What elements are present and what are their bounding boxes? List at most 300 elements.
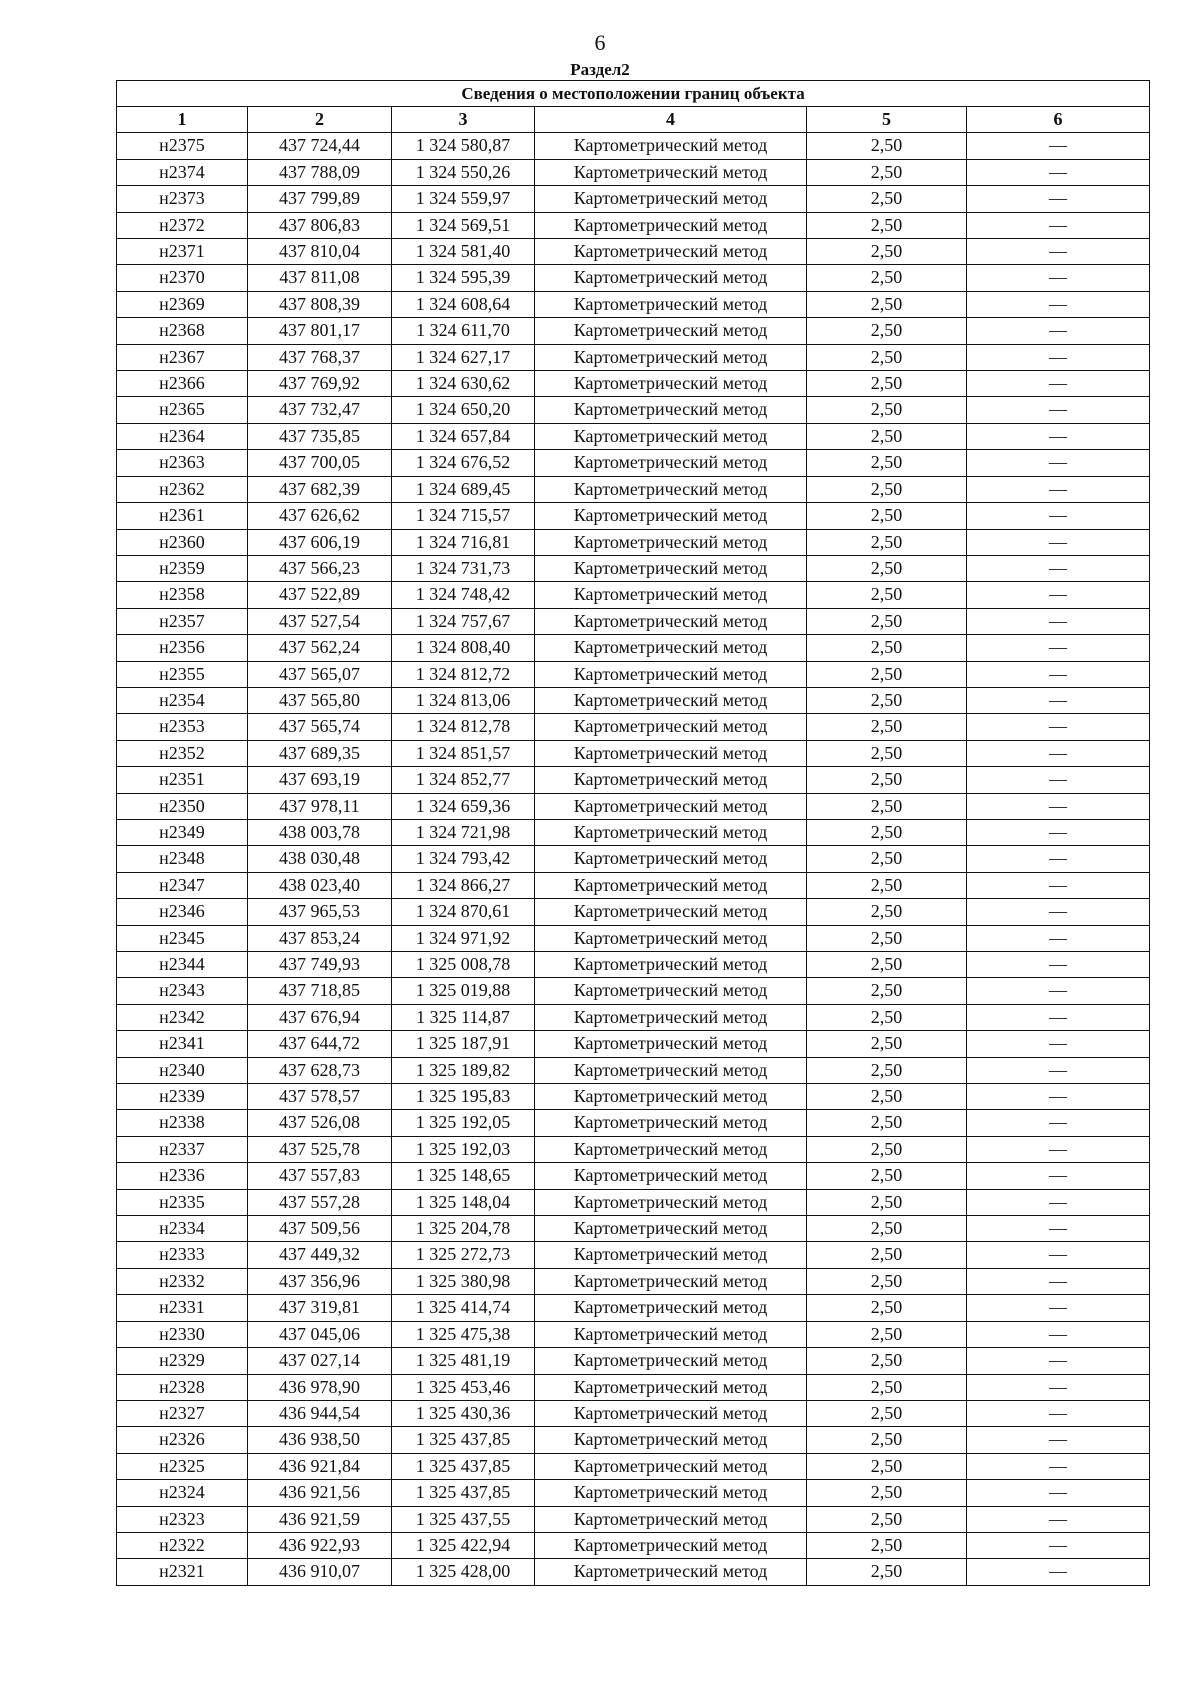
y-coordinate-cell: 1 324 659,36 — [392, 793, 535, 819]
method-cell: Картометрический метод — [535, 186, 807, 212]
table-row — [117, 239, 1150, 265]
point-id-cell: н2365 — [117, 397, 248, 423]
description-cell: — — [967, 1057, 1150, 1083]
x-coordinate-cell: 437 319,81 — [248, 1295, 392, 1321]
description-cell: — — [967, 872, 1150, 898]
method-cell: Картометрический метод — [535, 1348, 807, 1374]
x-coordinate-cell: 437 718,85 — [248, 978, 392, 1004]
point-id-cell: н2343 — [117, 978, 248, 1004]
method-cell: Картометрический метод — [535, 1295, 807, 1321]
accuracy-cell: 2,50 — [807, 291, 967, 317]
y-coordinate-cell: 1 325 428,00 — [392, 1559, 535, 1585]
column-header: 4 — [535, 107, 807, 133]
accuracy-cell: 2,50 — [807, 186, 967, 212]
method-cell: Картометрический метод — [535, 925, 807, 951]
description-cell: — — [967, 1189, 1150, 1215]
table-row — [117, 423, 1150, 449]
x-coordinate-cell: 437 045,06 — [248, 1321, 392, 1347]
y-coordinate-cell: 1 325 187,91 — [392, 1031, 535, 1057]
accuracy-cell: 2,50 — [807, 1321, 967, 1347]
x-coordinate-cell: 437 525,78 — [248, 1136, 392, 1162]
accuracy-cell: 2,50 — [807, 635, 967, 661]
point-id-cell: н2362 — [117, 476, 248, 502]
x-coordinate-cell: 436 921,56 — [248, 1480, 392, 1506]
y-coordinate-cell: 1 324 757,67 — [392, 608, 535, 634]
table-row — [117, 1295, 1150, 1321]
y-coordinate-cell: 1 324 731,73 — [392, 555, 535, 581]
point-id-cell: н2375 — [117, 133, 248, 159]
description-cell: — — [967, 159, 1150, 185]
description-cell: — — [967, 212, 1150, 238]
accuracy-cell: 2,50 — [807, 1110, 967, 1136]
x-coordinate-cell: 437 644,72 — [248, 1031, 392, 1057]
method-cell: Картометрический метод — [535, 1559, 807, 1585]
description-cell: — — [967, 608, 1150, 634]
x-coordinate-cell: 437 965,53 — [248, 899, 392, 925]
x-coordinate-cell: 438 023,40 — [248, 872, 392, 898]
x-coordinate-cell: 437 676,94 — [248, 1004, 392, 1030]
point-id-cell: н2327 — [117, 1400, 248, 1426]
x-coordinate-cell: 437 527,54 — [248, 608, 392, 634]
x-coordinate-cell: 437 806,83 — [248, 212, 392, 238]
point-id-cell: н2355 — [117, 661, 248, 687]
method-cell: Картометрический метод — [535, 1004, 807, 1030]
point-id-cell: н2323 — [117, 1506, 248, 1532]
y-coordinate-cell: 1 324 852,77 — [392, 767, 535, 793]
accuracy-cell: 2,50 — [807, 1453, 967, 1479]
table-row — [117, 397, 1150, 423]
y-coordinate-cell: 1 325 437,85 — [392, 1480, 535, 1506]
description-cell: — — [967, 819, 1150, 845]
y-coordinate-cell: 1 324 715,57 — [392, 503, 535, 529]
description-cell: — — [967, 582, 1150, 608]
description-cell: — — [967, 714, 1150, 740]
method-cell: Картометрический метод — [535, 1216, 807, 1242]
point-id-cell: н2347 — [117, 872, 248, 898]
method-cell: Картометрический метод — [535, 714, 807, 740]
y-coordinate-cell: 1 325 148,65 — [392, 1163, 535, 1189]
column-header: 1 — [117, 107, 248, 133]
y-coordinate-cell: 1 324 650,20 — [392, 397, 535, 423]
method-cell: Картометрический метод — [535, 239, 807, 265]
accuracy-cell: 2,50 — [807, 1480, 967, 1506]
table-row — [117, 740, 1150, 766]
accuracy-cell: 2,50 — [807, 714, 967, 740]
table-row — [117, 503, 1150, 529]
y-coordinate-cell: 1 324 657,84 — [392, 423, 535, 449]
accuracy-cell: 2,50 — [807, 344, 967, 370]
table-row — [117, 555, 1150, 581]
table-row — [117, 1136, 1150, 1162]
method-cell: Картометрический метод — [535, 1031, 807, 1057]
method-cell: Картометрический метод — [535, 265, 807, 291]
y-coordinate-cell: 1 324 676,52 — [392, 450, 535, 476]
description-cell: — — [967, 1400, 1150, 1426]
y-coordinate-cell: 1 325 204,78 — [392, 1216, 535, 1242]
description-cell: — — [967, 1136, 1150, 1162]
description-cell: — — [967, 793, 1150, 819]
accuracy-cell: 2,50 — [807, 952, 967, 978]
x-coordinate-cell: 437 522,89 — [248, 582, 392, 608]
y-coordinate-cell: 1 324 611,70 — [392, 318, 535, 344]
method-cell: Картометрический метод — [535, 397, 807, 423]
point-id-cell: н2329 — [117, 1348, 248, 1374]
x-coordinate-cell: 437 978,11 — [248, 793, 392, 819]
accuracy-cell: 2,50 — [807, 1242, 967, 1268]
y-coordinate-cell: 1 325 272,73 — [392, 1242, 535, 1268]
description-cell: — — [967, 661, 1150, 687]
accuracy-cell: 2,50 — [807, 1295, 967, 1321]
method-cell: Картометрический метод — [535, 1189, 807, 1215]
x-coordinate-cell: 437 557,28 — [248, 1189, 392, 1215]
point-id-cell: н2325 — [117, 1453, 248, 1479]
method-cell: Картометрический метод — [535, 1110, 807, 1136]
accuracy-cell: 2,50 — [807, 846, 967, 872]
y-coordinate-cell: 1 324 581,40 — [392, 239, 535, 265]
x-coordinate-cell: 437 682,39 — [248, 476, 392, 502]
x-coordinate-cell: 437 693,19 — [248, 767, 392, 793]
description-cell: — — [967, 476, 1150, 502]
accuracy-cell: 2,50 — [807, 1136, 967, 1162]
accuracy-cell: 2,50 — [807, 159, 967, 185]
table-row — [117, 635, 1150, 661]
x-coordinate-cell: 436 921,84 — [248, 1453, 392, 1479]
description-cell: — — [967, 635, 1150, 661]
accuracy-cell: 2,50 — [807, 978, 967, 1004]
point-id-cell: н2346 — [117, 899, 248, 925]
y-coordinate-cell: 1 325 195,83 — [392, 1084, 535, 1110]
point-id-cell: н2321 — [117, 1559, 248, 1585]
method-cell: Картометрический метод — [535, 344, 807, 370]
table-row — [117, 1480, 1150, 1506]
point-id-cell: н2354 — [117, 687, 248, 713]
table-row — [117, 687, 1150, 713]
description-cell: — — [967, 1216, 1150, 1242]
method-cell: Картометрический метод — [535, 291, 807, 317]
description-cell: — — [967, 397, 1150, 423]
table-row — [117, 318, 1150, 344]
method-cell: Картометрический метод — [535, 661, 807, 687]
method-cell: Картометрический метод — [535, 846, 807, 872]
method-cell: Картометрический метод — [535, 555, 807, 581]
description-cell: — — [967, 1480, 1150, 1506]
method-cell: Картометрический метод — [535, 1532, 807, 1558]
x-coordinate-cell: 437 027,14 — [248, 1348, 392, 1374]
point-id-cell: н2322 — [117, 1532, 248, 1558]
point-id-cell: н2352 — [117, 740, 248, 766]
point-id-cell: н2333 — [117, 1242, 248, 1268]
y-coordinate-cell: 1 325 008,78 — [392, 952, 535, 978]
x-coordinate-cell: 437 449,32 — [248, 1242, 392, 1268]
description-cell: — — [967, 371, 1150, 397]
accuracy-cell: 2,50 — [807, 925, 967, 951]
method-cell: Картометрический метод — [535, 1136, 807, 1162]
table-row — [117, 1216, 1150, 1242]
point-id-cell: н2374 — [117, 159, 248, 185]
accuracy-cell: 2,50 — [807, 1559, 967, 1585]
accuracy-cell: 2,50 — [807, 1004, 967, 1030]
x-coordinate-cell: 437 768,37 — [248, 344, 392, 370]
table-row — [117, 925, 1150, 951]
method-cell: Картометрический метод — [535, 978, 807, 1004]
description-cell: — — [967, 529, 1150, 555]
x-coordinate-cell: 438 030,48 — [248, 846, 392, 872]
y-coordinate-cell: 1 324 851,57 — [392, 740, 535, 766]
x-coordinate-cell: 437 769,92 — [248, 371, 392, 397]
accuracy-cell: 2,50 — [807, 740, 967, 766]
method-cell: Картометрический метод — [535, 687, 807, 713]
point-id-cell: н2345 — [117, 925, 248, 951]
table-row — [117, 1084, 1150, 1110]
description-cell: — — [967, 978, 1150, 1004]
description-cell: — — [967, 1084, 1150, 1110]
point-id-cell: н2342 — [117, 1004, 248, 1030]
y-coordinate-cell: 1 324 793,42 — [392, 846, 535, 872]
y-coordinate-cell: 1 324 689,45 — [392, 476, 535, 502]
point-id-cell: н2364 — [117, 423, 248, 449]
table-row — [117, 978, 1150, 1004]
accuracy-cell: 2,50 — [807, 899, 967, 925]
accuracy-cell: 2,50 — [807, 1189, 967, 1215]
y-coordinate-cell: 1 324 812,72 — [392, 661, 535, 687]
description-cell: — — [967, 318, 1150, 344]
accuracy-cell: 2,50 — [807, 1057, 967, 1083]
method-cell: Картометрический метод — [535, 1242, 807, 1268]
table-row — [117, 1031, 1150, 1057]
point-id-cell: н2350 — [117, 793, 248, 819]
method-cell: Картометрический метод — [535, 608, 807, 634]
x-coordinate-cell: 437 799,89 — [248, 186, 392, 212]
x-coordinate-cell: 437 735,85 — [248, 423, 392, 449]
method-cell: Картометрический метод — [535, 872, 807, 898]
x-coordinate-cell: 436 938,50 — [248, 1427, 392, 1453]
table-row — [117, 608, 1150, 634]
method-cell: Картометрический метод — [535, 212, 807, 238]
table-row — [117, 476, 1150, 502]
description-cell: — — [967, 952, 1150, 978]
accuracy-cell: 2,50 — [807, 687, 967, 713]
y-coordinate-cell: 1 325 475,38 — [392, 1321, 535, 1347]
method-cell: Картометрический метод — [535, 529, 807, 555]
table-row — [117, 265, 1150, 291]
point-id-cell: н2348 — [117, 846, 248, 872]
accuracy-cell: 2,50 — [807, 767, 967, 793]
description-cell: — — [967, 291, 1150, 317]
table-row — [117, 371, 1150, 397]
accuracy-cell: 2,50 — [807, 318, 967, 344]
description-cell: — — [967, 344, 1150, 370]
table-row — [117, 899, 1150, 925]
method-cell: Картометрический метод — [535, 635, 807, 661]
method-cell: Картометрический метод — [535, 952, 807, 978]
y-coordinate-cell: 1 325 422,94 — [392, 1532, 535, 1558]
method-cell: Картометрический метод — [535, 423, 807, 449]
point-id-cell: н2370 — [117, 265, 248, 291]
point-id-cell: н2371 — [117, 239, 248, 265]
description-cell: — — [967, 450, 1150, 476]
x-coordinate-cell: 437 557,83 — [248, 1163, 392, 1189]
accuracy-cell: 2,50 — [807, 503, 967, 529]
accuracy-cell: 2,50 — [807, 476, 967, 502]
table-row — [117, 1506, 1150, 1532]
description-cell: — — [967, 555, 1150, 581]
accuracy-cell: 2,50 — [807, 582, 967, 608]
table-row — [117, 1453, 1150, 1479]
point-id-cell: н2336 — [117, 1163, 248, 1189]
x-coordinate-cell: 437 788,09 — [248, 159, 392, 185]
method-cell: Картометрический метод — [535, 1374, 807, 1400]
point-id-cell: н2366 — [117, 371, 248, 397]
x-coordinate-cell: 437 626,62 — [248, 503, 392, 529]
point-id-cell: н2339 — [117, 1084, 248, 1110]
method-cell: Картометрический метод — [535, 371, 807, 397]
table-row — [117, 846, 1150, 872]
x-coordinate-cell: 436 922,93 — [248, 1532, 392, 1558]
y-coordinate-cell: 1 324 608,64 — [392, 291, 535, 317]
method-cell: Картометрический метод — [535, 582, 807, 608]
y-coordinate-cell: 1 325 437,85 — [392, 1427, 535, 1453]
column-header: 6 — [967, 107, 1150, 133]
table-row — [117, 872, 1150, 898]
x-coordinate-cell: 436 944,54 — [248, 1400, 392, 1426]
y-coordinate-cell: 1 324 630,62 — [392, 371, 535, 397]
y-coordinate-cell: 1 325 114,87 — [392, 1004, 535, 1030]
point-id-cell: н2328 — [117, 1374, 248, 1400]
table-row — [117, 1348, 1150, 1374]
table-row — [117, 1559, 1150, 1585]
point-id-cell: н2360 — [117, 529, 248, 555]
x-coordinate-cell: 437 356,96 — [248, 1268, 392, 1294]
point-id-cell: н2335 — [117, 1189, 248, 1215]
method-cell: Картометрический метод — [535, 318, 807, 344]
y-coordinate-cell: 1 325 380,98 — [392, 1268, 535, 1294]
description-cell: — — [967, 1110, 1150, 1136]
accuracy-cell: 2,50 — [807, 1031, 967, 1057]
description-cell: — — [967, 740, 1150, 766]
accuracy-cell: 2,50 — [807, 529, 967, 555]
y-coordinate-cell: 1 325 414,74 — [392, 1295, 535, 1321]
y-coordinate-cell: 1 324 627,17 — [392, 344, 535, 370]
description-cell: — — [967, 925, 1150, 951]
x-coordinate-cell: 437 724,44 — [248, 133, 392, 159]
x-coordinate-cell: 437 808,39 — [248, 291, 392, 317]
x-coordinate-cell: 437 565,74 — [248, 714, 392, 740]
description-cell: — — [967, 1374, 1150, 1400]
table-row — [117, 159, 1150, 185]
method-cell: Картометрический метод — [535, 819, 807, 845]
y-coordinate-cell: 1 325 430,36 — [392, 1400, 535, 1426]
point-id-cell: н2338 — [117, 1110, 248, 1136]
description-cell: — — [967, 1427, 1150, 1453]
point-id-cell: н2330 — [117, 1321, 248, 1347]
boundary-coordinates-table — [116, 80, 1150, 1586]
method-cell: Картометрический метод — [535, 1427, 807, 1453]
x-coordinate-cell: 437 749,93 — [248, 952, 392, 978]
table-row — [117, 1532, 1150, 1558]
table-row — [117, 1163, 1150, 1189]
description-cell: — — [967, 1348, 1150, 1374]
method-cell: Картометрический метод — [535, 1480, 807, 1506]
x-coordinate-cell: 436 978,90 — [248, 1374, 392, 1400]
table-caption: Сведения о местоположении границ объекта — [117, 81, 1150, 107]
method-cell: Картометрический метод — [535, 1268, 807, 1294]
y-coordinate-cell: 1 324 808,40 — [392, 635, 535, 661]
method-cell: Картометрический метод — [535, 740, 807, 766]
method-cell: Картометрический метод — [535, 1506, 807, 1532]
description-cell: — — [967, 265, 1150, 291]
x-coordinate-cell: 437 606,19 — [248, 529, 392, 555]
y-coordinate-cell: 1 325 148,04 — [392, 1189, 535, 1215]
point-id-cell: н2324 — [117, 1480, 248, 1506]
x-coordinate-cell: 437 801,17 — [248, 318, 392, 344]
table-row — [117, 819, 1150, 845]
table-row — [117, 529, 1150, 555]
column-header: 2 — [248, 107, 392, 133]
point-id-cell: н2349 — [117, 819, 248, 845]
table-row — [117, 212, 1150, 238]
accuracy-cell: 2,50 — [807, 212, 967, 238]
point-id-cell: н2359 — [117, 555, 248, 581]
accuracy-cell: 2,50 — [807, 1348, 967, 1374]
method-cell: Картометрический метод — [535, 1453, 807, 1479]
y-coordinate-cell: 1 324 748,42 — [392, 582, 535, 608]
column-header-row — [117, 107, 1150, 133]
method-cell: Картометрический метод — [535, 1321, 807, 1347]
section-label: Раздел2 — [570, 60, 630, 79]
y-coordinate-cell: 1 324 716,81 — [392, 529, 535, 555]
page-number: 6 — [594, 30, 606, 55]
accuracy-cell: 2,50 — [807, 1163, 967, 1189]
table-row — [117, 661, 1150, 687]
point-id-cell: н2351 — [117, 767, 248, 793]
x-coordinate-cell: 437 509,56 — [248, 1216, 392, 1242]
description-cell: — — [967, 503, 1150, 529]
point-id-cell: н2334 — [117, 1216, 248, 1242]
point-id-cell: н2372 — [117, 212, 248, 238]
point-id-cell: н2326 — [117, 1427, 248, 1453]
table-row — [117, 767, 1150, 793]
description-cell: — — [967, 423, 1150, 449]
point-id-cell: н2367 — [117, 344, 248, 370]
y-coordinate-cell: 1 325 192,05 — [392, 1110, 535, 1136]
method-cell: Картометрический метод — [535, 503, 807, 529]
y-coordinate-cell: 1 324 812,78 — [392, 714, 535, 740]
y-coordinate-cell: 1 325 437,85 — [392, 1453, 535, 1479]
accuracy-cell: 2,50 — [807, 371, 967, 397]
x-coordinate-cell: 437 628,73 — [248, 1057, 392, 1083]
point-id-cell: н2353 — [117, 714, 248, 740]
table-row — [117, 1321, 1150, 1347]
description-cell: — — [967, 133, 1150, 159]
table-row — [117, 1268, 1150, 1294]
table-row — [117, 291, 1150, 317]
point-id-cell: н2373 — [117, 186, 248, 212]
y-coordinate-cell: 1 325 019,88 — [392, 978, 535, 1004]
x-coordinate-cell: 437 732,47 — [248, 397, 392, 423]
description-cell: — — [967, 186, 1150, 212]
point-id-cell: н2332 — [117, 1268, 248, 1294]
y-coordinate-cell: 1 325 192,03 — [392, 1136, 535, 1162]
x-coordinate-cell: 436 921,59 — [248, 1506, 392, 1532]
y-coordinate-cell: 1 324 559,97 — [392, 186, 535, 212]
table-row — [117, 1374, 1150, 1400]
description-cell: — — [967, 1532, 1150, 1558]
method-cell: Картометрический метод — [535, 1163, 807, 1189]
description-cell: — — [967, 846, 1150, 872]
point-id-cell: н2337 — [117, 1136, 248, 1162]
accuracy-cell: 2,50 — [807, 423, 967, 449]
method-cell: Картометрический метод — [535, 767, 807, 793]
